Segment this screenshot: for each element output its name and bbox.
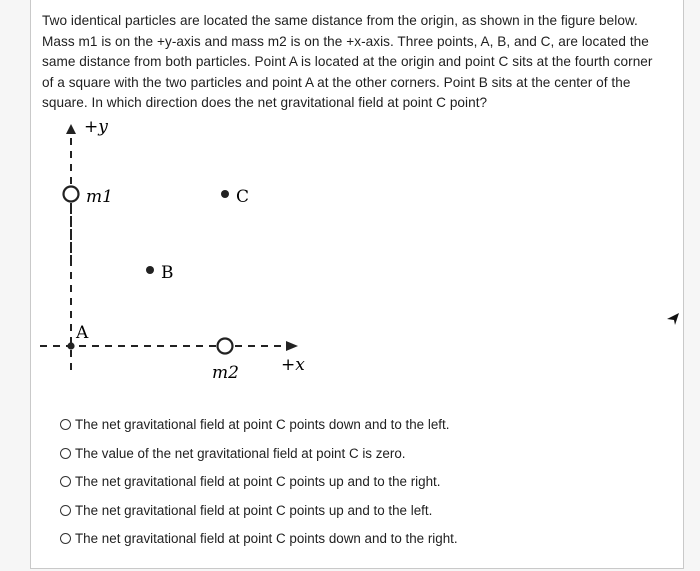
point-a-dot — [67, 342, 74, 349]
x-axis-arrow-icon — [286, 341, 298, 351]
radio-unselected-icon[interactable] — [60, 505, 71, 516]
answer-option-4[interactable] — [60, 500, 458, 521]
y-axis-arrow-icon — [66, 124, 76, 134]
mass-2-label: m2 — [212, 363, 239, 383]
answer-option-1[interactable] — [60, 414, 458, 435]
point-c-label: C — [236, 187, 250, 207]
answer-option-label: The net gravitational field at point C points up and to the left. — [75, 502, 433, 518]
point-a-label: A — [76, 323, 89, 343]
answer-option-3[interactable] — [60, 471, 458, 492]
cursor-arrow-icon — [667, 311, 681, 327]
answer-options — [60, 414, 458, 557]
x-axis-label: +x — [281, 355, 305, 375]
radio-unselected-icon[interactable] — [60, 476, 71, 487]
physics-figure — [40, 112, 330, 387]
point-b-dot — [146, 266, 154, 274]
y-axis-label: +y — [84, 117, 108, 137]
question-text: Two identical particles are located the same distance from the origin, as shown in the figure below. Mass m1 is on the +y-axis and mass m2 is on the +x-axis. Three points, A, B, and C, are located the same distance from both particles. Point A is located at the origin and point C sits at the fourth corner of a square with the two particles and point A at the other corners. Point B sits at the center of the square. In which direction does the net gravitational field at point C point? — [42, 13, 653, 110]
answer-option-2[interactable] — [60, 443, 458, 464]
answer-option-label: The net gravitational field at point C points down and to the right. — [75, 531, 458, 547]
mass-1-label: m1 — [86, 187, 113, 207]
answer-option-label: The net gravitational field at point C points down and to the left. — [75, 417, 450, 432]
mass-1-marker — [64, 187, 79, 202]
answer-option-label: The value of the net gravitational field at point C is zero. — [75, 445, 406, 461]
radio-unselected-icon[interactable] — [60, 419, 71, 430]
radio-unselected-icon[interactable] — [60, 533, 71, 544]
answer-option-label: The net gravitational field at point C points up and to the right. — [75, 474, 441, 490]
radio-unselected-icon[interactable] — [60, 448, 71, 459]
point-c-dot — [221, 190, 229, 198]
mass-2-marker — [218, 339, 233, 354]
point-b-label: B — [161, 263, 174, 283]
answer-option-5[interactable] — [60, 528, 458, 549]
